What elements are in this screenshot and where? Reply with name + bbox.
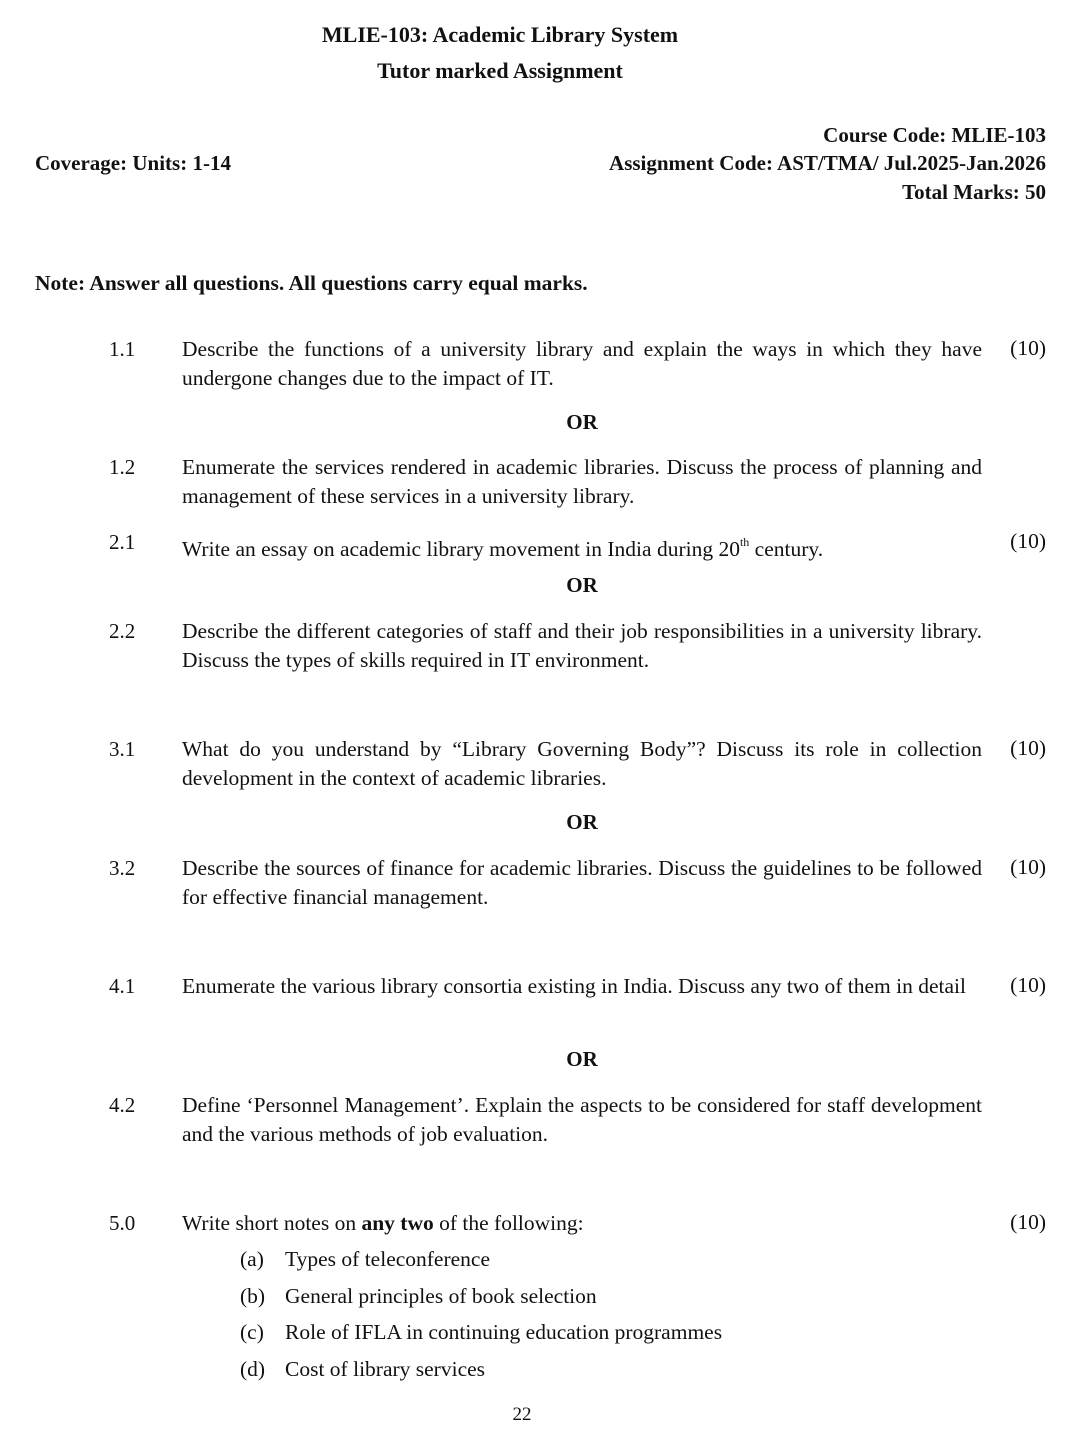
question-emphasis: any two <box>361 1211 434 1235</box>
question-number: 3.2 <box>109 856 136 880</box>
or-separator: OR <box>566 1047 598 1071</box>
or-separator: OR <box>566 810 598 834</box>
question-marks: (10) <box>1010 855 1046 879</box>
question-marks: (10) <box>1010 973 1046 997</box>
question-text <box>182 1209 982 1238</box>
question-number: 1.2 <box>109 455 136 479</box>
list-item <box>240 1357 485 1382</box>
list-item <box>240 1247 490 1272</box>
coverage: Coverage: Units: 1-14 <box>35 151 231 175</box>
question-marks: (10) <box>1010 529 1046 553</box>
question-text <box>182 528 982 564</box>
question-text-part: Write an essay on academic library movement in India during 20 <box>182 537 740 561</box>
or-separator: OR <box>566 573 598 597</box>
question-marks: (10) <box>1010 1210 1046 1234</box>
question-number: 2.1 <box>109 530 136 554</box>
question-number: 1.1 <box>109 337 136 361</box>
question-text: Enumerate the services rendered in academic libraries. Discuss the process of planning and management of these services in a university library. <box>182 455 982 508</box>
list-item-label: (d) <box>240 1357 266 1381</box>
list-item-text: General principles of book selection <box>285 1284 597 1308</box>
assignment-code: Assignment Code: AST/TMA/ Jul.2025-Jan.2026 <box>609 151 1046 175</box>
total-marks: Total Marks: 50 <box>902 180 1046 204</box>
question-text: Describe the functions of a university library and explain the ways in which they have undergone changes due to the impact of IT. <box>182 337 982 390</box>
list-item <box>240 1320 722 1345</box>
list-item <box>240 1284 597 1309</box>
list-item-label: (c) <box>240 1320 264 1344</box>
question-text: Define ‘Personnel Management’. Explain the aspects to be considered for staff development and the various methods of job evaluation. <box>182 1093 982 1146</box>
question-marks: (10) <box>1010 336 1046 360</box>
question-text: Describe the sources of finance for academic libraries. Discuss the guidelines to be followed for effective financial management. <box>182 856 982 909</box>
question-number: 4.2 <box>109 1093 136 1117</box>
course-code: Course Code: MLIE-103 <box>823 123 1046 147</box>
assignment-type: Tutor marked Assignment <box>377 58 623 83</box>
page-number: 22 <box>512 1404 532 1425</box>
question-text-part: of the following: <box>433 1211 584 1235</box>
question-text-part: century. <box>749 537 824 561</box>
ordinal-superscript: th <box>739 535 750 549</box>
list-item-label: (b) <box>240 1284 266 1308</box>
question-text: Enumerate the various library consortia existing in India. Discuss any two of them in detail <box>182 974 966 998</box>
question-marks: (10) <box>1010 736 1046 760</box>
question-number: 5.0 <box>109 1211 136 1235</box>
list-item-text: Role of IFLA in continuing education programmes <box>285 1320 723 1344</box>
list-item-text: Cost of library services <box>285 1357 486 1381</box>
or-separator: OR <box>566 410 598 434</box>
question-number: 4.1 <box>109 974 136 998</box>
course-title: MLIE-103: Academic Library System <box>321 22 679 47</box>
question-text: Describe the different categories of staff and their job responsibilities in a university library. Discuss the types of skills required in IT environment. <box>182 619 982 672</box>
list-item-label: (a) <box>240 1247 264 1271</box>
question-number: 3.1 <box>109 737 136 761</box>
list-item-text: Types of teleconference <box>285 1247 491 1271</box>
note: Note: Answer all questions. All questions carry equal marks. <box>35 271 588 295</box>
question-number: 2.2 <box>109 619 136 643</box>
question-text: What do you understand by “Library Governing Body”? Discuss its role in collection development in the context of academic libraries. <box>182 737 982 790</box>
question-text-part: Write short notes on <box>182 1211 362 1235</box>
